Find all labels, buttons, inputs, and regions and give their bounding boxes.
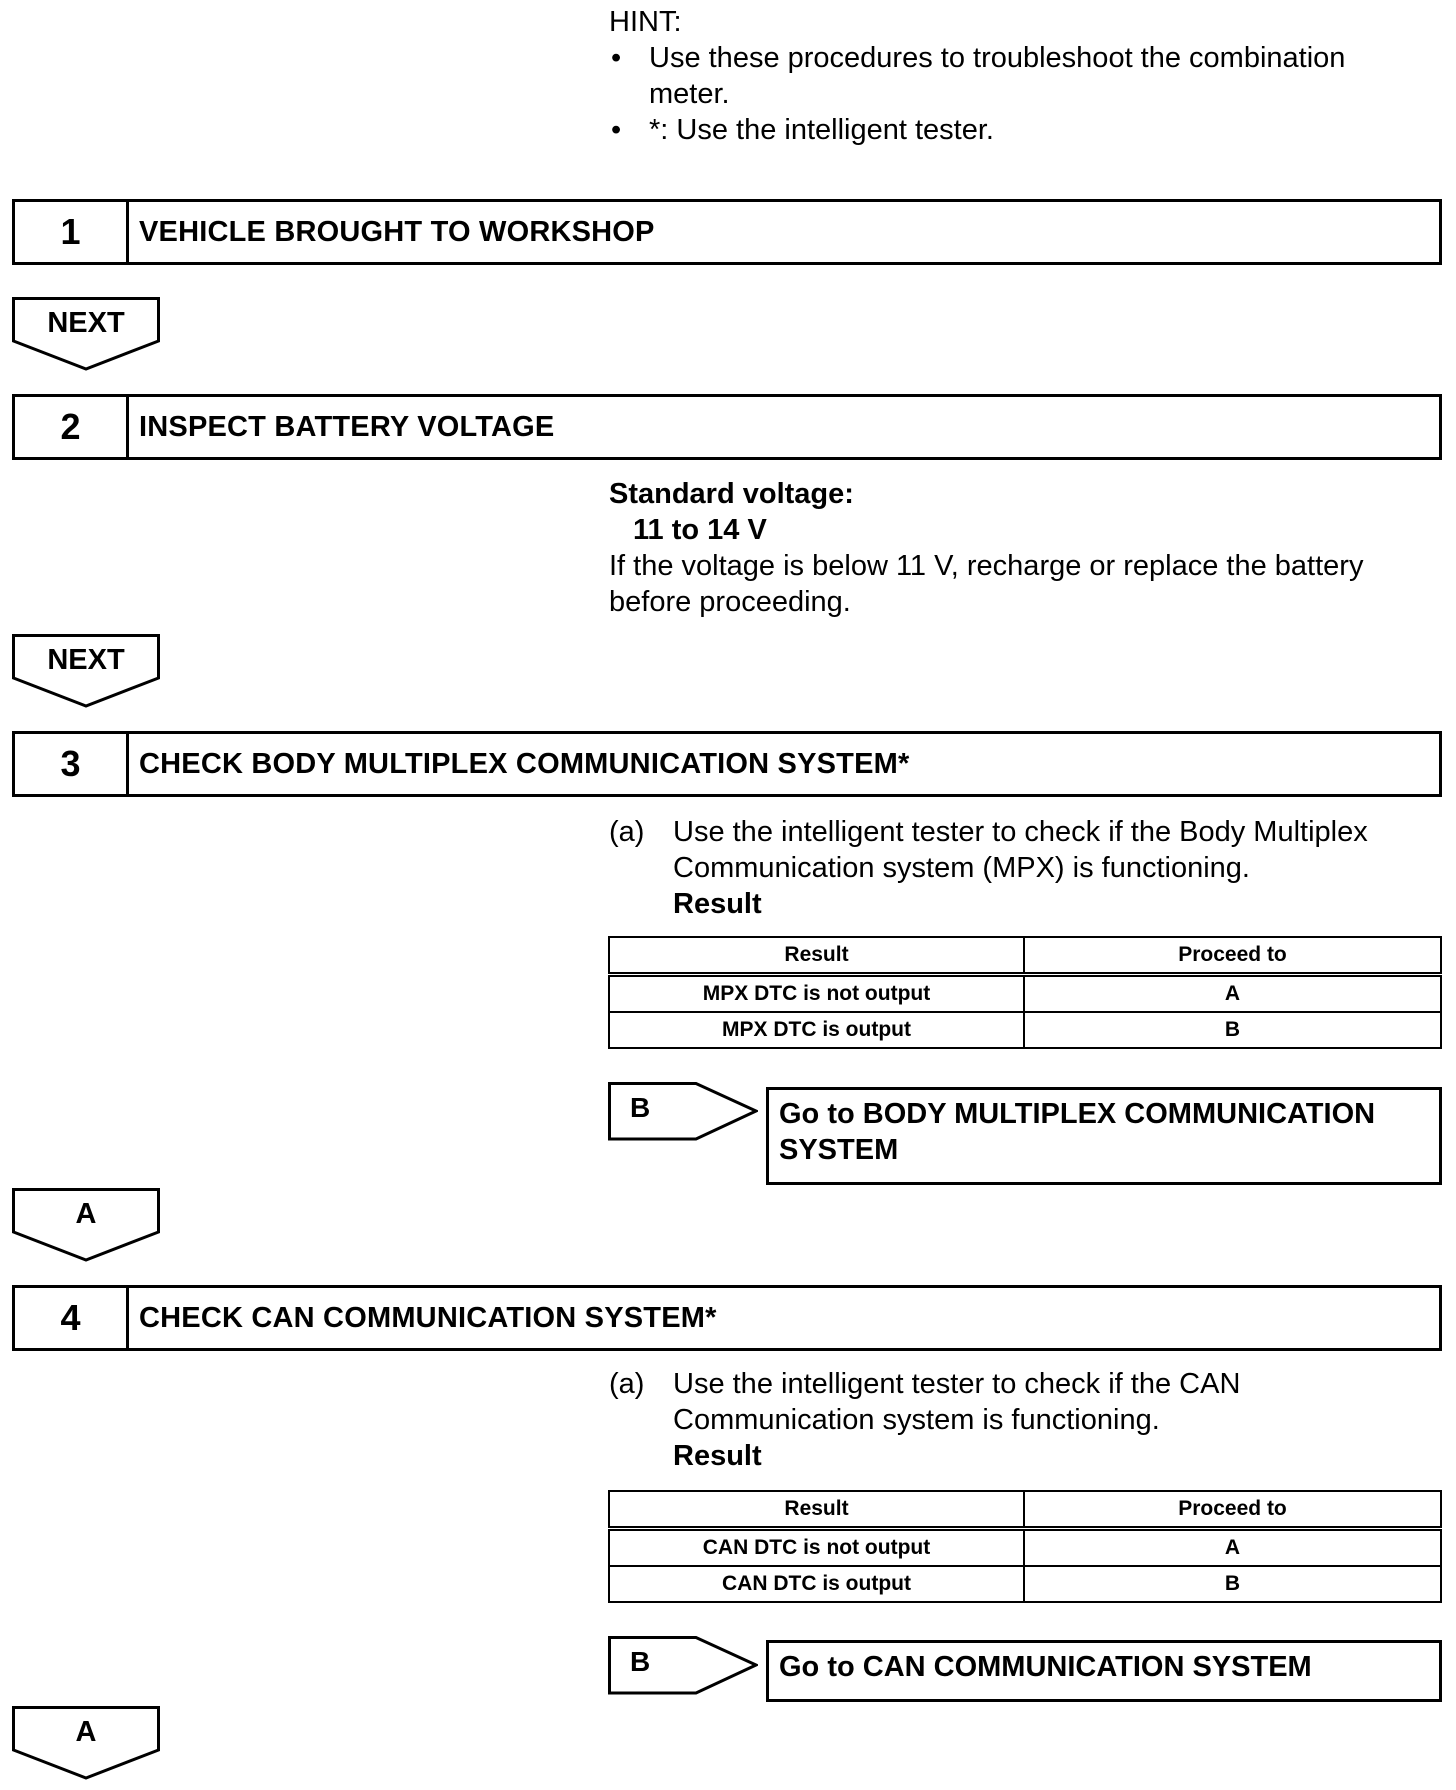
step-title: CHECK BODY MULTIPLEX COMMUNICATION SYSTEM*	[139, 747, 910, 780]
goto-text: Go to BODY MULTIPLEX COMMUNICATION SYSTEM	[779, 1098, 1376, 1166]
step-3-result-table	[608, 936, 1442, 1049]
hint-section	[609, 4, 1409, 148]
hint-label: HINT:	[609, 6, 682, 38]
a-label: A	[75, 1198, 97, 1230]
table-header-row	[609, 1491, 1441, 1529]
hint-item-text: *: Use the intelligent tester.	[649, 114, 994, 146]
hint-item	[609, 40, 1409, 112]
table-row	[609, 1529, 1441, 1567]
goto-text: Go to CAN COMMUNICATION SYSTEM	[779, 1651, 1312, 1683]
cell-result: MPX DTC is not output	[609, 975, 1024, 1013]
a-label: A	[75, 1716, 97, 1748]
standard-voltage-label: Standard voltage:	[609, 478, 854, 510]
b-label: B	[630, 1092, 651, 1123]
header-proceed-to: Proceed to	[1024, 1491, 1441, 1529]
step-3-body	[609, 814, 1429, 922]
step-number: 3	[15, 734, 129, 794]
cell-result: CAN DTC is not output	[609, 1529, 1024, 1567]
battery-note: If the voltage is below 11 V, recharge or replace the battery before proceeding.	[609, 550, 1364, 618]
item-lead: (a)	[609, 1368, 645, 1400]
instruction-item	[609, 814, 1429, 922]
step-4-header	[12, 1285, 1442, 1351]
cell-proceed: B	[1024, 1012, 1441, 1048]
header-result: Result	[609, 937, 1024, 975]
b-label: B	[630, 1646, 651, 1677]
goto-can-box	[766, 1640, 1442, 1702]
cell-proceed: A	[1024, 975, 1441, 1013]
next-arrow	[12, 634, 160, 708]
bullet-icon: •	[611, 114, 622, 146]
a-arrow	[12, 1188, 160, 1262]
item-lead: (a)	[609, 816, 645, 848]
cell-proceed: B	[1024, 1566, 1441, 1602]
b-branch-arrow	[608, 1636, 758, 1696]
cell-proceed: A	[1024, 1529, 1441, 1567]
step-1-header	[12, 199, 1442, 265]
result-label: Result	[673, 888, 762, 920]
step-title: INSPECT BATTERY VOLTAGE	[139, 410, 555, 443]
result-label: Result	[673, 1440, 762, 1472]
hint-list	[609, 40, 1409, 148]
header-result: Result	[609, 1491, 1024, 1529]
b-branch-arrow	[608, 1082, 758, 1142]
step-4-body	[609, 1366, 1429, 1474]
step-number: 1	[15, 202, 129, 262]
cell-result: CAN DTC is output	[609, 1566, 1024, 1602]
header-proceed-to: Proceed to	[1024, 937, 1441, 975]
bullet-icon: •	[611, 42, 622, 74]
cell-result: MPX DTC is output	[609, 1012, 1024, 1048]
instruction-text: Use the intelligent tester to check if the CAN Communication system is functioning.	[673, 1368, 1241, 1436]
table-row	[609, 1012, 1441, 1048]
table-row	[609, 1566, 1441, 1602]
instruction-text: Use the intelligent tester to check if the Body Multiplex Communication system (MPX) is functioning.	[673, 816, 1368, 884]
standard-voltage-value: 11 to 14 V	[633, 514, 767, 546]
step-title: CHECK CAN COMMUNICATION SYSTEM*	[139, 1301, 717, 1334]
goto-body-multiplex-box	[766, 1087, 1442, 1185]
a-arrow	[12, 1706, 160, 1780]
step-2-body	[609, 476, 1429, 620]
hint-item-text: Use these procedures to troubleshoot the combination meter.	[649, 42, 1346, 110]
step-title: VEHICLE BROUGHT TO WORKSHOP	[139, 215, 655, 248]
next-arrow	[12, 297, 160, 371]
instruction-item	[609, 1366, 1429, 1474]
next-label: NEXT	[47, 644, 125, 676]
step-number: 2	[15, 397, 129, 457]
step-2-header	[12, 394, 1442, 460]
table-row	[609, 975, 1441, 1013]
table-header-row	[609, 937, 1441, 975]
next-label: NEXT	[47, 307, 125, 339]
step-number: 4	[15, 1288, 129, 1348]
step-3-header	[12, 731, 1442, 797]
step-4-result-table	[608, 1490, 1442, 1603]
hint-item	[609, 112, 1409, 148]
